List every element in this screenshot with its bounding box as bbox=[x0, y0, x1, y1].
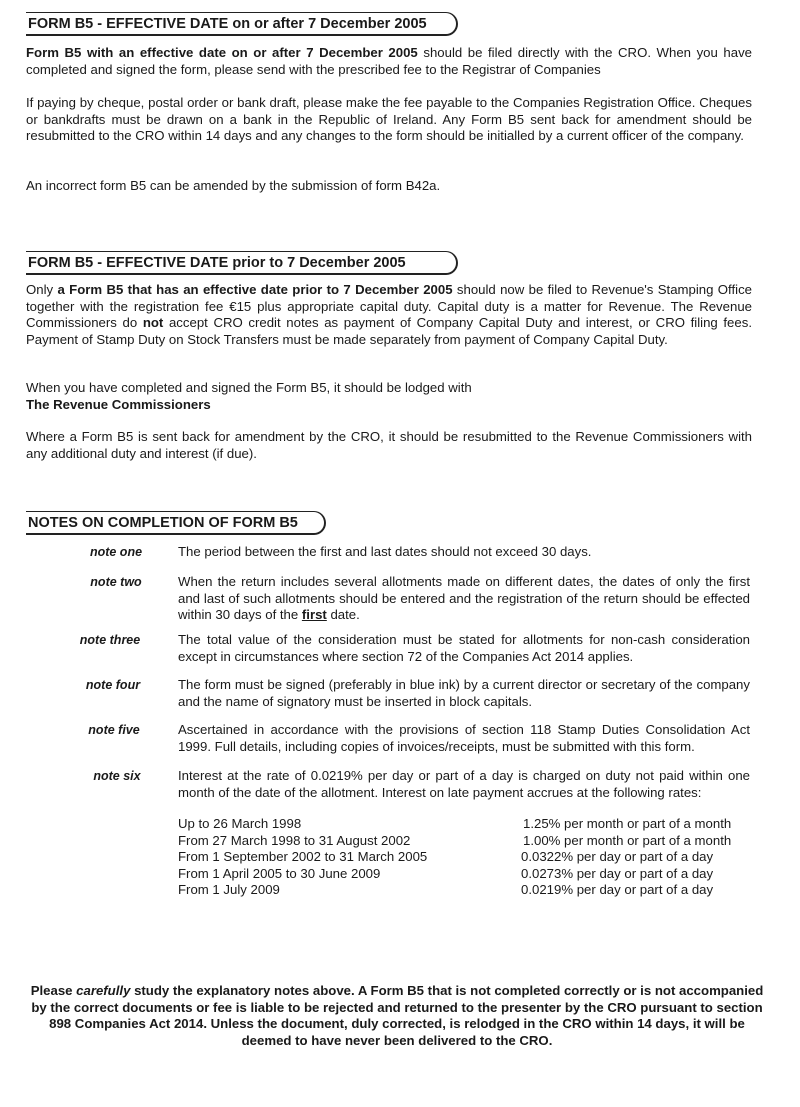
note-label-six: note six bbox=[93, 769, 141, 783]
rate-row bbox=[178, 849, 753, 866]
section2-p1-c: accept CRO credit notes as payment of Company Capital Duty and interest, or CRO filing fees. Payment of Stamp Duty on Stock Transfers must be made separately from payment of Company Capital Duty. bbox=[26, 315, 752, 347]
section2-paragraph-3: Where a Form B5 is sent back for amendment by the CRO, it should be resubmitted to the Revenue Commissioners with any additional duty and interest (if due). bbox=[26, 429, 752, 461]
note-label-five: note five bbox=[88, 723, 140, 737]
footer-italic: carefully bbox=[76, 983, 131, 998]
rate-period: From 1 September 2002 to 31 March 2005 bbox=[178, 849, 428, 864]
section-header-notes: NOTES ON COMPLETION OF FORM B5 bbox=[26, 511, 326, 535]
note-label-four: note four bbox=[85, 678, 141, 692]
note-text-six: Interest at the rate of 0.0219% per day or part of a day is charged on duty not paid within one month of the date of the allotment. Interest on late payment accrues at the following rates: bbox=[178, 768, 750, 800]
section2-p2-bold: The Revenue Commissioners bbox=[26, 396, 211, 412]
rate-period: Up to 26 March 1998 bbox=[178, 816, 302, 831]
section2-paragraph-2 bbox=[26, 380, 752, 413]
rate-row bbox=[178, 833, 753, 850]
rate-period: From 27 March 1998 to 31 August 2002 bbox=[178, 832, 411, 848]
section-header-after-2005: FORM B5 - EFFECTIVE DATE on or after 7 December 2005 bbox=[26, 12, 458, 36]
section1-p1-bold: Form B5 with an effective date on or after 7 December 2005 bbox=[26, 45, 418, 60]
note-text-four: The form must be signed (preferably in blue ink) by a current director or secretary of the company and the name of signatory must be inserted in block capitals. bbox=[178, 677, 750, 709]
rate-value: 0.0273% per day or part of a day bbox=[521, 865, 714, 881]
rate-period: From 1 April 2005 to 30 June 2009 bbox=[178, 865, 381, 881]
rate-value: 1.00% per month or part of a month bbox=[523, 832, 732, 848]
section-header-prior-2005: FORM B5 - EFFECTIVE DATE prior to 7 December 2005 bbox=[26, 251, 458, 275]
section2-p1-bold: a Form B5 that has an effective date prior to 7 December 2005 bbox=[57, 282, 453, 297]
section1-p1-rest: should be filed directly with the CRO. When you have completed and signed the form, please send with the prescribed fee to the Registrar of Companies bbox=[26, 45, 752, 77]
note-label-two: note two bbox=[90, 575, 142, 589]
rate-row bbox=[178, 882, 753, 899]
section2-p1-not: not bbox=[142, 315, 164, 330]
section2-p1-b: should now be filed to Revenue's Stamping Office together with the registration fee €15 plus appropriate capital duty. Capital duty is a matter for Revenue. The Revenue Commissioners do bbox=[26, 282, 752, 330]
rate-row bbox=[178, 866, 753, 883]
rate-period: From 1 July 2009 bbox=[178, 882, 280, 897]
rate-row bbox=[178, 816, 753, 833]
note-two-text-a: When the return includes several allotments made on different dates, the dates of only the first and last of such allotments should be entered and the registration of the return should be effected within 30 days of the bbox=[178, 574, 750, 622]
section1-paragraph-2: If paying by cheque, postal order or bank draft, please make the fee payable to the Companies Registration Office. Cheques or bankdrafts must be drawn on a bank in the Republic of Ireland. Any Form B5 sent back for amendment should be resubmitted to the CRO within 14 days and any changes to the form should be initialled by a current officer of the company. bbox=[26, 95, 752, 143]
section2-p2-line1: When you have completed and signed the Form B5, it should be lodged with bbox=[26, 380, 472, 395]
note-text-five: Ascertained in accordance with the provisions of section 118 Stamp Duties Consolidation Act 1999. Full details, including copies of invoices/receipts, must be submitted with this form. bbox=[178, 722, 750, 754]
rate-value: 1.25% per month or part of a month bbox=[523, 816, 732, 831]
section1-paragraph-3: An incorrect form B5 can be amended by the submission of form B42a. bbox=[26, 178, 441, 193]
note-label-one: note one bbox=[89, 545, 143, 559]
footer-warning bbox=[26, 983, 768, 1049]
section2-p1-a: Only bbox=[26, 282, 58, 297]
footer-b: study the explanatory notes above. A Form B5 that is not completed correctly or is not accompanied by the correct documents or fee is liable to be rejected and returned to the presenter by the CRO pursuant to section 898 Companies Act 2014. Unless the document, duly corrected, is relodged in the CRO within 14 days, it will be deemed to have never been delivered to the CRO. bbox=[31, 983, 764, 1048]
footer-a: Please bbox=[30, 983, 77, 998]
note-text-one: The period between the first and last dates should not exceed 30 days. bbox=[178, 544, 592, 559]
section2-paragraph-1 bbox=[26, 282, 752, 348]
note-text-two bbox=[178, 574, 750, 624]
note-two-first: first bbox=[301, 607, 327, 622]
rate-value: 0.0322% per day or part of a day bbox=[521, 849, 714, 864]
rate-value: 0.0219% per day or part of a day bbox=[521, 882, 714, 897]
note-text-three: The total value of the consideration must be stated for allotments for non-cash consideration except in circumstances where section 72 of the Companies Act 2014 applies. bbox=[178, 632, 750, 664]
note-two-text-b: date. bbox=[326, 607, 360, 622]
note-label-three: note three bbox=[79, 633, 141, 647]
section1-paragraph-1 bbox=[26, 45, 752, 78]
